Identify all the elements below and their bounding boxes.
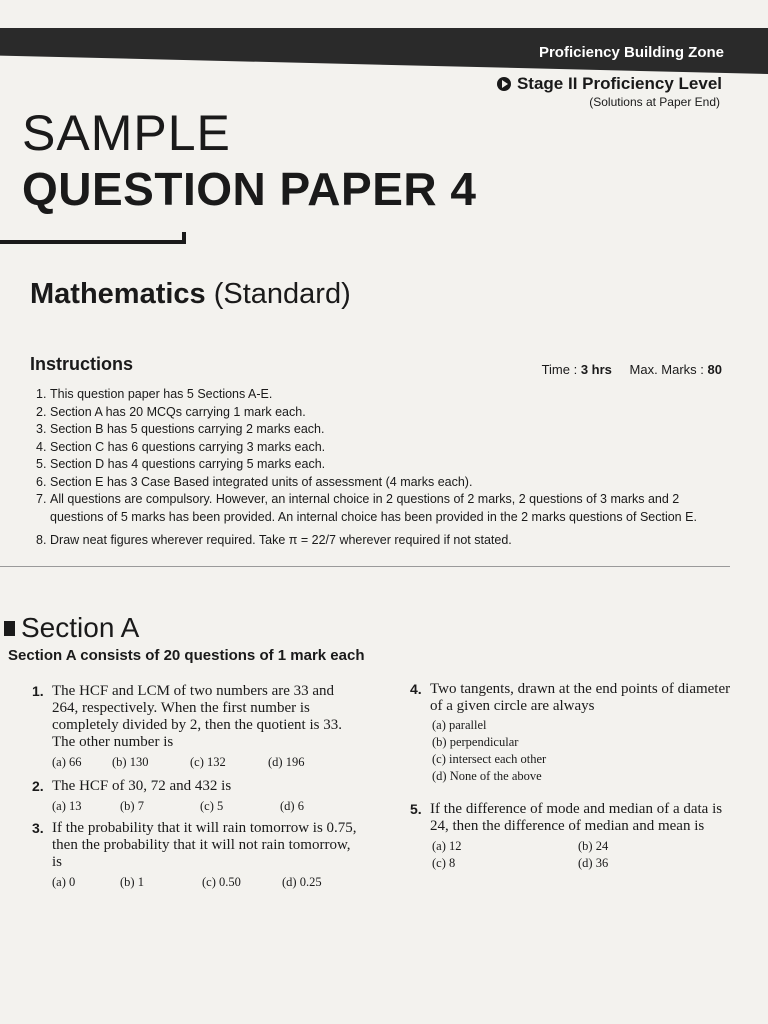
option: (c) 5 <box>200 799 224 813</box>
option: (a) 0 <box>52 875 76 889</box>
play-circle-icon <box>497 77 511 91</box>
question-number: 1. <box>32 683 44 699</box>
question-3 <box>32 820 362 890</box>
option: (b) 1 <box>120 875 144 889</box>
question-paper-heading: QUESTION PAPER 4 <box>22 163 477 215</box>
time-marks <box>528 362 722 377</box>
question-text: Two tangents, drawn at the end points of diameter of a given circle are always <box>430 681 731 714</box>
section-description: Section A consists of 20 questions of 1 mark each <box>8 647 365 664</box>
solutions-note: (Solutions at Paper End) <box>589 95 720 109</box>
question-number: 5. <box>410 801 422 817</box>
option: (b) 24 <box>578 839 609 853</box>
option: (d) 6 <box>280 799 304 813</box>
question-text: The HCF of 30, 72 and 432 is <box>52 778 232 794</box>
section-title <box>4 612 139 644</box>
question-column-left <box>32 683 362 890</box>
question-options <box>432 838 735 872</box>
question-text: The HCF and LCM of two numbers are 33 and 264, respectively. When the first number is completely divided by 2, then the quotient is 33. The other number is <box>52 683 342 750</box>
zone-label: Proficiency Building Zone <box>538 44 724 61</box>
instruction-item: 6. Section E has 3 Case Based integrated units of assessment (4 marks each). <box>36 474 473 489</box>
question-options <box>52 799 362 814</box>
subject-title <box>30 278 351 311</box>
option: (a) 12 <box>432 839 462 853</box>
instruction-item: 2. Section A has 20 MCQs carrying 1 mark each. <box>36 404 306 419</box>
stage-label: Stage II Proficiency Level <box>516 74 722 93</box>
option: (c) 0.50 <box>202 875 241 889</box>
option: (a) parallel <box>432 718 487 732</box>
instructions-heading: Instructions <box>30 354 134 374</box>
instruction-item: 7. All questions are compulsory. However, an internal choice in 2 questions of 2 marks, 2 questions of 3 marks and 2 questions of 5 marks has been provided. An internal choice has been provided in the 2 marks questions of Section E. <box>36 492 697 524</box>
instruction-item: 3. Section B has 5 questions carrying 2 marks each. <box>36 422 325 436</box>
marks-info <box>630 362 722 377</box>
time-label: Time : <box>541 362 581 377</box>
question-options <box>52 755 362 770</box>
option: (c) intersect each other <box>432 752 547 766</box>
question-column-right <box>410 681 735 872</box>
question-number: 2. <box>32 778 44 794</box>
instruction-item: 4. Section C has 6 questions carrying 3 marks each. <box>36 439 326 454</box>
time-info <box>542 362 612 377</box>
question-text: If the probability that it will rain tomorrow is 0.75, then the probability that it will not rain tomorrow, is <box>52 820 357 870</box>
square-bullet-icon <box>4 621 15 636</box>
marks-value: 80 <box>707 362 722 377</box>
option: (c) 132 <box>190 755 226 769</box>
option: (d) 0.25 <box>282 875 322 889</box>
sample-heading: SAMPLE <box>22 105 231 161</box>
option: (c) 8 <box>432 856 456 870</box>
marks-label: Max. Marks : <box>629 362 708 377</box>
instruction-item: 1. This question paper has 5 Sections A-E. <box>36 387 273 401</box>
instruction-item: 5. Section D has 4 questions carrying 5 marks each. <box>36 457 326 471</box>
question-5 <box>410 801 735 872</box>
instructions-list <box>36 386 726 550</box>
section-title-text: Section A <box>21 612 140 643</box>
title-underline <box>0 240 186 244</box>
question-text: If the difference of mode and median of a data is 24, then the difference of median and mean is <box>430 801 723 834</box>
question-number: 4. <box>410 681 422 697</box>
option: (d) None of the above <box>432 769 542 783</box>
title-underline-tick <box>182 232 186 244</box>
stage-label-row <box>497 74 722 94</box>
question-1 <box>32 683 362 770</box>
option: (d) 196 <box>268 755 305 769</box>
option: (a) 66 <box>52 755 82 769</box>
option: (d) 36 <box>578 856 609 870</box>
time-value: 3 hrs <box>580 362 612 377</box>
option: (a) 13 <box>52 799 82 813</box>
option: (b) 130 <box>112 755 149 769</box>
question-number: 3. <box>32 820 44 836</box>
question-options <box>52 875 362 890</box>
option: (b) perpendicular <box>432 735 519 749</box>
question-options <box>432 717 735 785</box>
instruction-item: 8. Draw neat figures wherever required. Take π = 22/7 wherever required if not stated. <box>36 533 512 547</box>
question-4 <box>410 681 735 785</box>
subject-main: Mathematics <box>30 278 206 310</box>
option: (b) 7 <box>120 799 144 813</box>
question-2 <box>32 778 362 814</box>
subject-sub: (Standard) <box>213 278 351 310</box>
section-divider <box>0 566 730 567</box>
